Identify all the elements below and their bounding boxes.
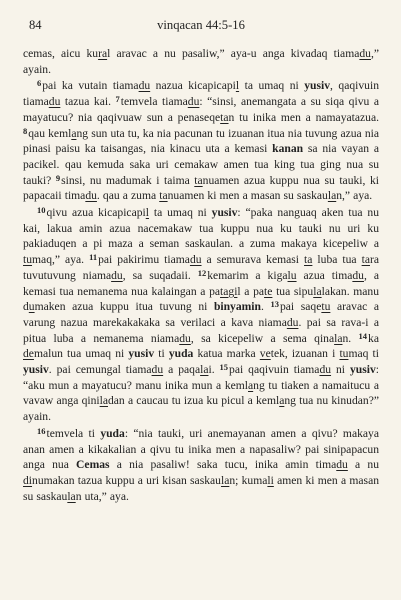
underlined-text: ta [194,173,203,187]
proper-name: kanan [272,142,304,156]
text-run: temvela tiama [120,95,188,109]
text-run: azua tima [296,268,353,282]
underlined-text: tu [339,347,349,361]
text-run: n tu inika men a namayatazua. [228,110,379,124]
text-run: pai qaqivuin tiama [229,363,320,377]
verse-number: 6 [37,78,42,89]
underlined-text: ra [98,47,108,60]
text-run: dan a caucau tu izua ku picul a keml [107,394,280,408]
running-head: vinqacan 44:5-16 [157,18,245,32]
text-run: n; kuma [229,473,268,487]
text-run: , a kemasi tua nemanema nua kalaingan a pa [23,268,379,298]
text-run: numakan tazua kuppu a uri kisan saskau [32,473,221,487]
text-run: pai ka vutain tiama [42,79,139,93]
proper-name: Cemas [76,458,110,472]
proper-name: yuda [168,347,194,361]
underlined-text: u [28,300,35,314]
underlined-text: la [334,331,343,345]
underlined-text: tu [321,300,331,314]
text-run: , qaqivuin tiama [23,79,379,109]
underlined-text: du [151,363,164,377]
text-run: l aravac a nu pasaliw,” aya-u anga kivadaq tiama [107,47,360,60]
verse-number: 14 [358,330,368,341]
text-run: pai pakirimu tiama [98,253,190,267]
text-run: n. [342,331,359,345]
proper-name: yusiv [211,206,238,220]
underlined-text: ta [304,253,313,267]
proper-name: binyamin [213,300,261,314]
verse-number: 11 [89,252,98,263]
text-run: ,” ayain. [23,47,380,76]
underlined-text: du [352,268,364,282]
text-run: amen ki men a masan su saskau [23,473,380,503]
underlined-text: l [235,79,240,93]
text-run: nuamen azua kuppu nua su tauki, ki papacaii tima [23,173,379,203]
underlined-text: tu [23,253,33,267]
underlined-text: la [327,189,337,203]
text-run: pai saqe [279,300,322,314]
paragraph [23,46,379,77]
underlined-text: du [187,95,200,109]
text-run: sa nia vayan a pacikel. qau kemuda saka uri cemakaw amen tua king tua ging nua su tauki? [23,142,380,187]
underlined-text: la [313,284,322,298]
text-run: tazua kai. [60,95,116,109]
underlined-text: di [23,473,33,487]
underlined-text: la [99,394,108,408]
underlined-text: du [111,268,123,282]
verse-number: 15 [219,362,229,373]
underlined-text: te [264,284,273,298]
underlined-text: du [359,47,371,60]
underlined-text: li [267,473,274,487]
underlined-text: du [138,79,151,93]
underlined-text: du [336,458,348,472]
underlined-text: ta [361,253,370,267]
underlined-text: du [286,315,299,329]
text-run: ta umaq ni [148,206,212,220]
proper-name: yuda [100,426,125,440]
underlined-text: a [71,126,77,140]
text-run: , sa suqadaii. [122,268,198,282]
proper-name: yusiv [128,347,155,361]
underlined-text: ve [259,347,271,361]
text-run: a paqa [163,363,201,377]
underlined-text: ta [159,189,168,203]
text-run: maq,” aya. [32,253,90,267]
text-run: ka [368,331,379,345]
verse-number: 13 [270,299,279,310]
underlined-text: a [248,378,254,392]
page-header [23,14,379,34]
text-run: ng tua nu kinudan?” ayain. [23,394,379,424]
proper-name: yusiv [23,363,49,377]
verse-number: 9 [55,172,61,183]
paragraph [23,78,379,204]
verse-number: 8 [23,125,28,136]
text-run: maken azua kuppu itua tuvung ni [34,300,214,314]
verse-number: 16 [37,425,46,436]
underlined-text: l [145,206,149,220]
text-run: nazua kicapicapi [150,79,236,93]
underlined-text: la [220,473,230,487]
text-run: ti [154,347,169,361]
text-run: sinsi, nu madumak i taima [61,173,195,187]
underlined-text: du [319,363,332,377]
text-run: : “sinsi, anemangata a su siqa qivu a mayatucu? nia qaqivuaw sun a penaseqe [23,95,379,124]
text-run: ni [331,363,350,377]
underlined-text: la [200,363,209,377]
text-run: temvela ti [46,426,101,440]
text-run: ra tuvutuvung niama [23,253,379,282]
text-run: ng sun uta tu, ka nia pacunan tu izuanan itua nia tuvung azua nia pinasi paisu ka taisangas, nia kinacu uta a kemasi [23,126,379,156]
text-run: ng tu tiaken a namaitucu a vavaw anga qini [23,378,379,408]
text-run: lakan. manu d [23,284,380,314]
underlined-text: tagi [220,284,238,298]
text-run: qau keml [28,126,72,140]
text-run: : “nia tauki, uri anemayanan amen a qivu? makaya anan amen a kikakalian a qivu tu inika men a napasaliw? pai sinipapacun anga nua [23,426,379,472]
text-run: malun tua umaq ni [33,347,129,361]
text-run: maq ti [348,347,379,361]
proper-name: yusiv [304,79,331,93]
underlined-text: la [67,489,76,503]
verse-number: 10 [37,205,46,216]
text-run: . pai sa rava-i a pitua luba a nemanema niama [23,315,379,345]
paragraph [23,205,379,425]
text-run: l a pa [237,284,265,298]
underlined-text: du [189,253,202,267]
text-run: n,” aya. [336,189,373,203]
underlined-text: du [179,331,191,345]
text-run: : “paka nanguaq aken tua nu kai, lakua amin azua nacemakaw tua kuppu nua ku tauki nu uri ku pakiaduqen a pi maza a seman saskaulan. a zuma makaya kicepeliw a [23,206,379,251]
text-run: qivu azua kicapicapi [46,206,146,220]
body-text [23,46,379,504]
text-run: ta umaq ni [239,79,305,93]
text-run: . qau a zuma [96,189,160,203]
text-run: a nia pasaliw! saka tucu, inika amin tima [109,458,337,472]
proper-name: yusiv [349,363,376,377]
text-run: aravac a varung nazua marekakakaka sa verilaci a kava niama [23,300,379,329]
text-run: nuamen ki men a masan su saskau [167,189,328,203]
verse-number: 7 [115,94,120,105]
text-run: n uta,” aya. [75,489,129,503]
text-run: . pai cemungal tiama [48,363,152,377]
text-run: , sa kicepeliw a sema qina [190,331,335,345]
text-run: : “aku mun a mayatucu? manu inika mun a keml [23,363,379,392]
text-run: tek, izuanan i [270,347,340,361]
paragraph [23,426,379,505]
text-run: katua marka [193,347,260,361]
text-run: tua sipu [272,284,314,298]
text-run: a semurava kemasi [201,253,305,267]
text-run: luba tua [312,253,362,267]
text-run: cemas, aicu ku [23,47,99,60]
underlined-text: a [279,394,285,408]
page-number: 84 [29,18,42,32]
text-run: kemarim a kiga [207,268,288,282]
underlined-text: du [48,95,61,109]
text-run: . [260,300,271,314]
underlined-text: lu [287,268,297,282]
underlined-text: ta [220,110,229,124]
verse-number: 12 [197,267,207,278]
text-run: i. [208,363,220,377]
text-run: a nu [347,458,380,472]
underlined-text: du [85,189,97,203]
underlined-text: de [23,347,34,361]
